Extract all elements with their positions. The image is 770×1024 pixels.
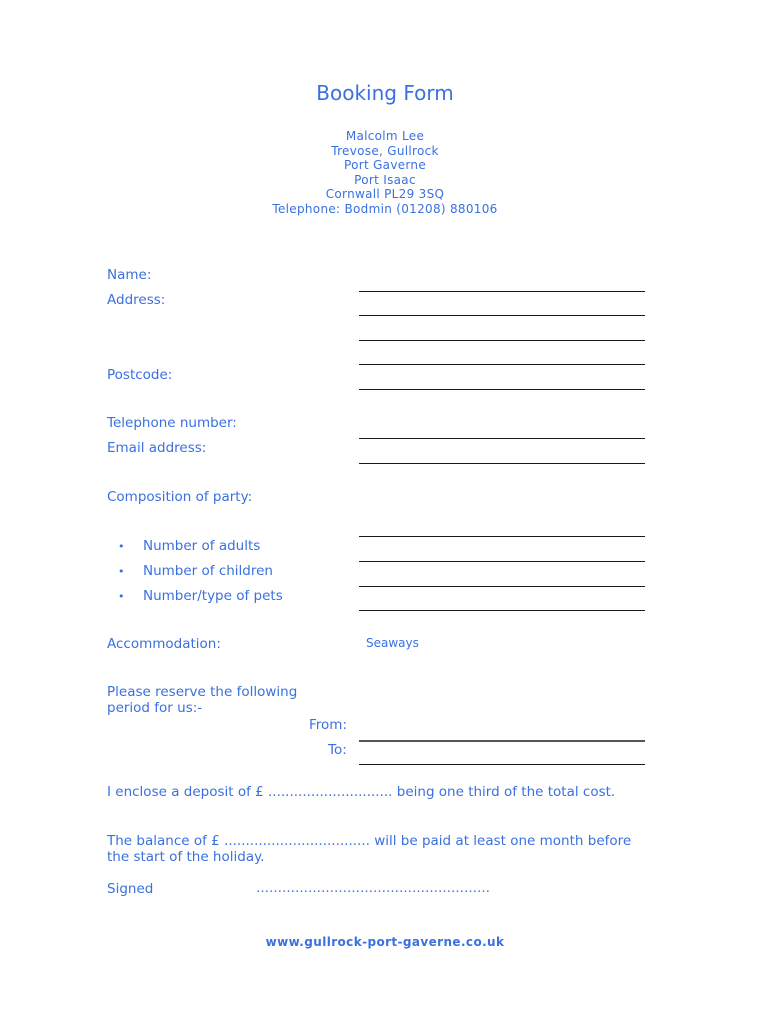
page-title: Booking Form	[316, 81, 454, 105]
postcode-label: Postcode:	[107, 367, 173, 383]
website-link[interactable]: www.gullrock-port-gaverne.co.uk	[265, 935, 505, 949]
to-label: To:	[328, 742, 347, 758]
address-field-line-2[interactable]	[359, 340, 645, 341]
address-line-name: Malcolm Lee	[345, 129, 425, 143]
postcode-field-line[interactable]	[359, 389, 645, 390]
bullet-icon: •	[118, 565, 125, 578]
bullet-icon: •	[118, 590, 125, 603]
adults-label: Number of adults	[143, 538, 261, 554]
period-text: Please reserve the following period for us:-	[107, 684, 298, 716]
address-line-town: Port Isaac	[354, 173, 416, 187]
address-line-house: Trevose, Gullrock	[331, 144, 439, 158]
email-field-line[interactable]	[359, 463, 645, 464]
from-field-line[interactable]	[359, 740, 645, 742]
adults-field-line[interactable]	[359, 561, 645, 562]
pets-field-line[interactable]	[359, 610, 645, 611]
deposit-text: I enclose a deposit of £ ............................. being one third of the total cost.	[107, 784, 616, 800]
address-line-village: Port Gaverne	[343, 158, 427, 172]
address-label: Address:	[107, 292, 166, 308]
to-field-line[interactable]	[359, 764, 645, 765]
children-label: Number of children	[143, 563, 273, 579]
composition-label: Composition of party:	[107, 489, 253, 505]
bullet-icon: •	[118, 540, 125, 553]
email-label: Email address:	[107, 440, 207, 456]
pets-label: Number/type of pets	[143, 588, 283, 604]
signed-label: Signed	[107, 881, 154, 897]
address-field-line-3[interactable]	[359, 364, 645, 365]
telephone-label: Telephone number:	[107, 415, 237, 431]
name-label: Name:	[107, 267, 152, 283]
children-field-line[interactable]	[359, 586, 645, 587]
telephone-field-line[interactable]	[359, 438, 645, 439]
balance-text: The balance of £ .................................. will be paid at least one month before the start of the holiday.	[107, 833, 632, 865]
signature-field[interactable]: ………………………………………………	[256, 881, 490, 896]
name-field-line[interactable]	[359, 291, 645, 292]
accommodation-value: Seaways	[366, 636, 419, 650]
address-field-line-1[interactable]	[359, 315, 645, 316]
from-label: From:	[309, 717, 347, 733]
party-field-line-1[interactable]	[359, 536, 645, 537]
accommodation-label: Accommodation:	[107, 636, 221, 652]
address-line-county: Cornwall PL29 3SQ	[325, 187, 445, 201]
address-line-telephone: Telephone: Bodmin (01208) 880106	[272, 202, 498, 216]
